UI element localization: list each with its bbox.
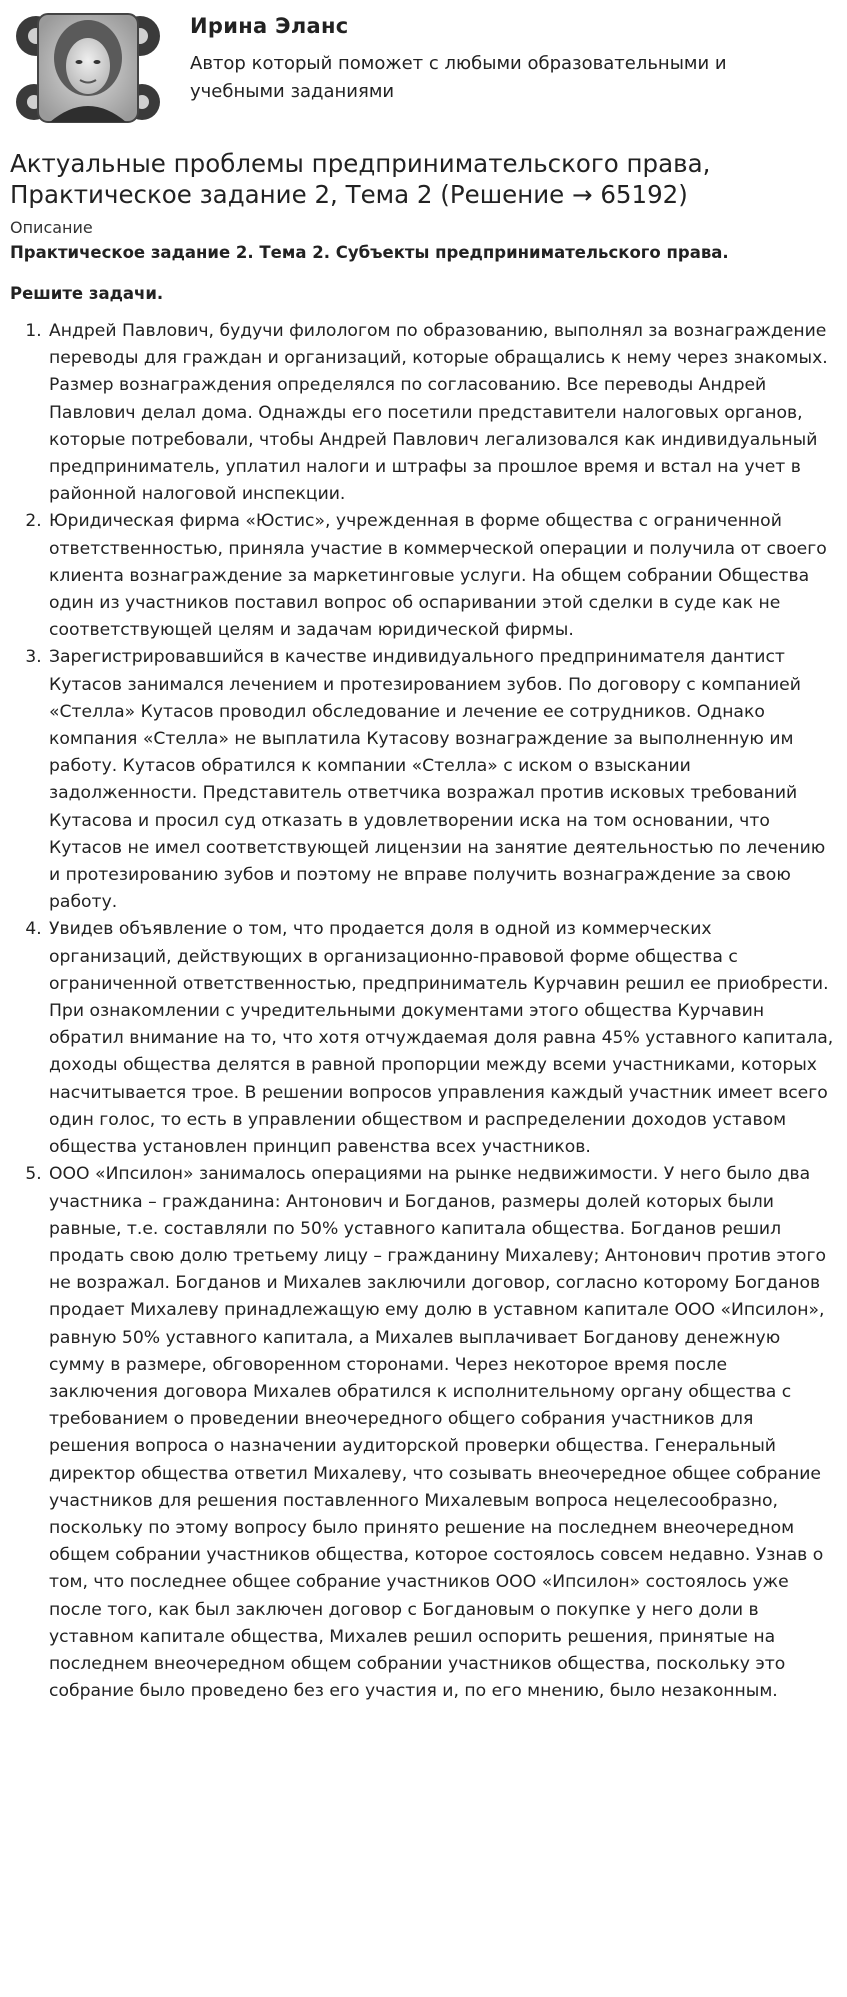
task-item: 5. ООО «Ипсилон» занималось операциями на рынке недвижимости. У него было два участника – гражданина: Антонович и Богданов, размеры долей которых были равные, т.е. составляли по 50% уставного капитала общества. Богданов решил продать свою долю третьему лицу – гражданину Михалеву; Антонович против этого не возражал. Богданов и Михалев заключили договор, согласно которому Богданов продает Михалеву принадлежащую ему долю в уставном капитале ООО «Ипсилон», равную 50% уставного капитала, а Михалев выплачивает Богданову денежную сумму в размере, обговоренном сторонами. Через некоторое время после заключения договора Михалев обратился к исполнительному органу общества с требованием о проведении внеочередного общего собрания участников для решения вопроса о назначении аудиторской проверки общества. Генеральный директор общества ответил Михалеву, что созывать внеочередное общее собрание участников для решения поставленного Михалевым вопроса нецелесообразно, поскольку по этому вопросу было принято решение на последнем внеочередном общем собрании участников общества, которое состоялось совсем недавно. Узнав о том, что последнее общее собрание участников ООО «Ипсилон» состоялось уже после того, как был заключен договор с Богдановым о покупке у него доли в уставном капитале общества, Михалев решил оспорить решения, принятые на последнем внеочередном общем собрании участников общества, поскольку это собрание было проведено без его участия и, по его мнению, было незаконным. [47,1161,837,1705]
task-item: 3. Зарегистрировавшийся в качестве индивидуального предпринимателя дантист Кутасов занимался лечением и протезированием зубов. По договору с компанией «Стелла» Кутасов проводил обследование и лечение ее сотрудников. Однако компания «Стелла» не выплатила Кутасову вознаграждение за выполненную им работу. Кутасов обратился к компании «Стелла» с иском о взыскании задолженности. Представитель ответчика возражал против исковых требований Кутасова и просил суд отказать в удовлетворении иска на том основании, что Кутасов не имел соответствующей лицензии на занятие деятельностью по лечению и протезированию зубов и поэтому не вправе получить вознаграждение за свою работу. [47,644,837,916]
document-subtitle: Практическое задание 2. Тема 2. Субъекты предпринимательского права. [10,243,729,262]
author-photo-icon [14,6,162,128]
task-heading: Решите задачи. [10,284,164,303]
task-item: 4. Увидев объявление о том, что продается доля в одной из коммерческих организаций, действующих в организационно-правовой форме общества с ограниченной ответственностью, предприниматель Курчавин решил ее приобрести. При ознакомлении с учредительными документами этого общества Курчавин обратил внимание на то, что хотя отчуждаемая доля равна 45% уставного капитала, доходы общества делятся в равной пропорции между всеми участниками, которых насчитывается трое. В решении вопросов управления каждый участник имеет всего один голос, то есть в управлении обществом и распределении доходов уставом общества установлен принцип равенства всех участников. [47,916,837,1161]
task-item: 2. Юридическая фирма «Юстис», учрежденная в форме общества с ограниченной ответственностью, приняла участие в коммерческой операции и получила от своего клиента вознаграждение за маркетинговые услуги. На общем собрании Общества один из участников поставил вопрос об оспаривании этой сделки в суде как не соответствующей целям и задачам юридической фирмы. [47,508,837,644]
author-description: Автор который поможет с любыми образовательными и учебными заданиями [190,53,727,102]
task-item: 1. Андрей Павлович, будучи филологом по образованию, выполнял за вознаграждение переводы для граждан и организаций, которые обращались к нему через знакомых. Размер вознаграждения определялся по согласованию. Все переводы Андрей Павлович делал дома. Однажды его посетили представители налоговых органов, которые потребовали, чтобы Андрей Павлович легализовался как индивидуальный предприниматель, уплатил налоги и штрафы за прошлое время и встал на учет в районной налоговой инспекции. [47,318,837,508]
description-label: Описание [10,218,93,237]
author-card [10,0,837,138]
author-name[interactable]: Ирина Эланс [190,14,349,38]
document-title: Актуальные проблемы предпринимательского права, Практическое задание 2, Тема 2 (Решение → 65192) [10,149,711,209]
task-list [10,318,837,1705]
